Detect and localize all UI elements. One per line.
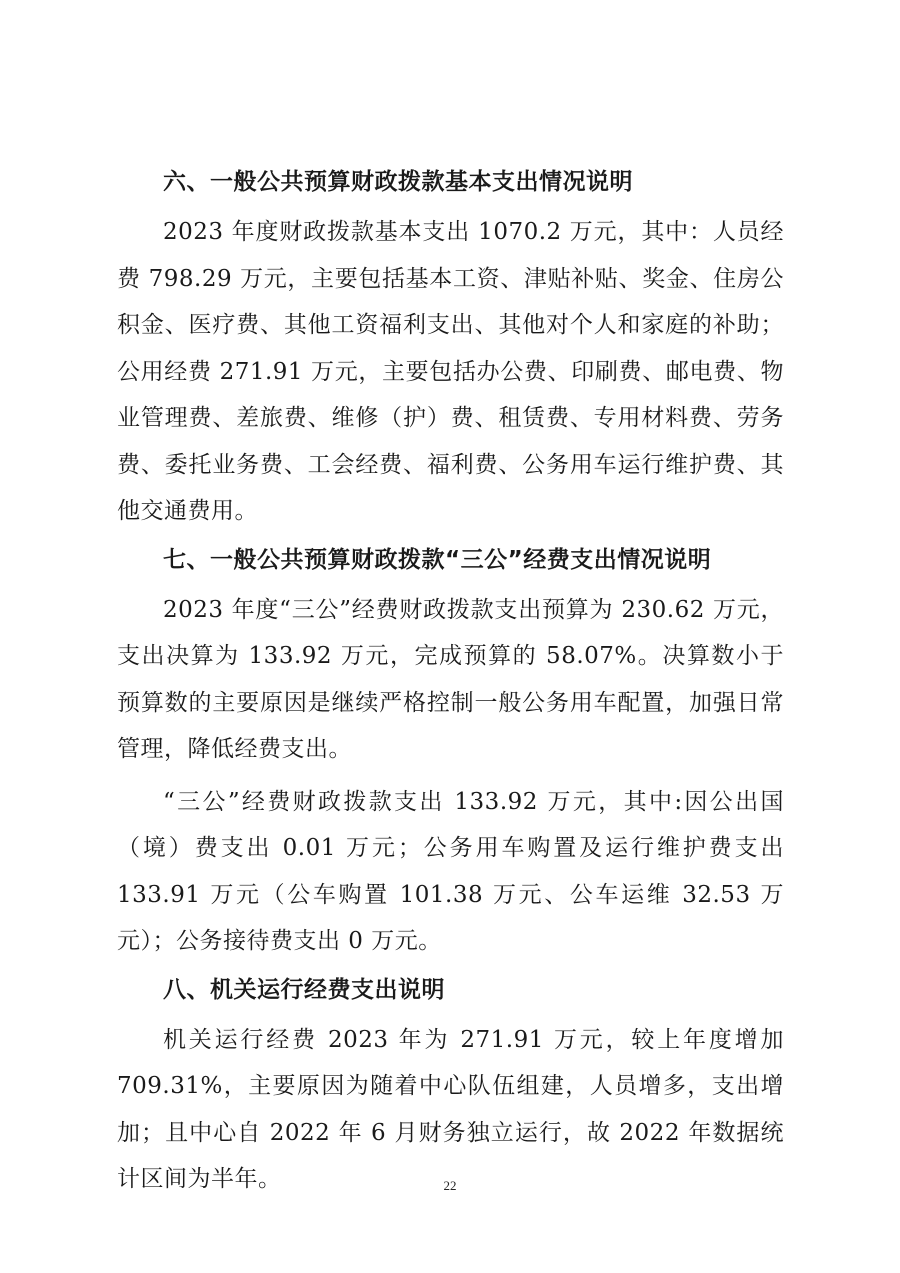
- section-heading: 六、一般公共预算财政拨款基本支出情况说明: [163, 169, 633, 195]
- document-body: [117, 163, 784, 1209]
- paragraph: 2023 年度财政拨款基本支出 1070.2 万元，其中：人员经费 798.29 万元，主要包括基本工资、津贴补贴、奖金、住房公积金、医疗费、其他工资福利支出、其他对个人和家庭的补助；公用经费 271.91 万元，主要包括办公费、印刷费、邮电费、物业管理费、差旅费、维修（护）费、租赁费、专用材料费、劳务费、委托业务费、工会经费、福利费、公务用车运行维护费、其他交通费用。: [117, 219, 784, 524]
- section-heading: 七、一般公共预算财政拨款“三公”经费支出情况说明: [163, 546, 712, 573]
- section-heading: 八、机关运行经费支出说明: [163, 976, 445, 1003]
- paragraph: “三公”经费财政拨款支出 133.92 万元，其中:因公出国（境）费支出 0.01 万元；公务用车购置及运行维护费支出 133.91 万元（公车购置 101.38 万元、公车运维 32.53 万元）；公务接待费支出 0 万元。: [117, 788, 784, 954]
- paragraph: 2023 年度“三公”经费财政拨款支出预算为 230.62 万元，支出决算为 133.92 万元，完成预算的 58.07%。决算数小于预算数的主要原因是继续严格控制一般公务用车配置，加强日常管理，降低经费支出。: [117, 596, 784, 762]
- section-basic-expenditure: [117, 163, 784, 535]
- section-three-public-expenses: [117, 541, 784, 965]
- paragraph: 机关运行经费 2023 年为 271.91 万元，较上年度增加 709.31%，主要原因为随着中心队伍组建，人员增多，支出增加；且中心自 2022 年 6 月财务独立运行，故 2022 年数据统计区间为半年。: [117, 1026, 784, 1192]
- page-number: 22: [443, 1178, 457, 1193]
- section-operating-expenses: [117, 971, 784, 1203]
